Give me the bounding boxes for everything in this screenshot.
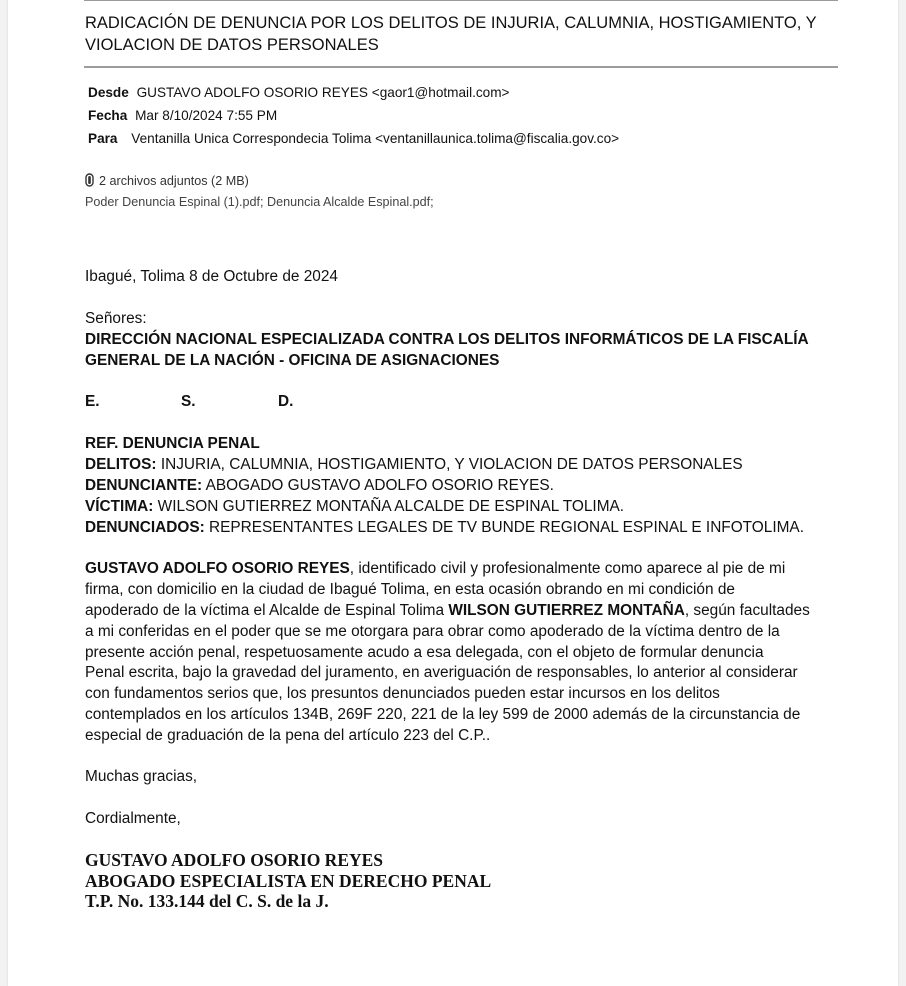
- victima-row: [85, 496, 855, 517]
- paragraph-line: presente acción penal, respetuosamente acudo a esa delegada, con el objeto de formular denuncia: [85, 643, 764, 661]
- signature-title: ABOGADO ESPECIALISTA EN DERECHO PENAL: [85, 870, 492, 891]
- signature-block: [85, 850, 491, 912]
- to-row: [88, 127, 619, 150]
- signature-name: GUSTAVO ADOLFO OSORIO REYES: [85, 850, 384, 870]
- victim-name-inline: WILSON GUTIERREZ MONTAÑA: [448, 601, 685, 619]
- attachments-summary: 2 archivos adjuntos (2 MB): [99, 174, 249, 188]
- denunciados-row: [85, 517, 855, 538]
- thanks: Muchas gracias,: [85, 768, 198, 785]
- paragraph-text: apoderado de la víctima el Alcalde de Espinal Tolima: [85, 601, 449, 619]
- subject-divider: [84, 66, 838, 68]
- victima-label: VÍCTIMA:: [85, 498, 154, 515]
- paragraph-line: con fundamentos serios que, los presuntos denunciados pueden estar incursos en los delitos: [85, 685, 720, 703]
- denunciados-label: DENUNCIADOS:: [85, 519, 205, 536]
- esd-s: S.: [181, 393, 196, 410]
- document-page: [8, 0, 898, 986]
- signature-license: T.P. No. 133.144 del C. S. de la J.: [85, 891, 329, 911]
- from-value[interactable]: GUSTAVO ADOLFO OSORIO REYES <gaor1@hotmail.com>: [136, 85, 510, 100]
- delitos-label: DELITOS:: [85, 456, 157, 473]
- email-subject: [85, 12, 845, 56]
- recipient-line-2: GENERAL DE LA NACIÓN - OFICINA DE ASIGNACIONES: [85, 352, 500, 369]
- denunciados-value: REPRESENTANTES LEGALES DE TV BUNDE REGIONAL ESPINAL E INFOTOLIMA.: [204, 519, 804, 536]
- denunciante-value: ABOGADO GUSTAVO ADOLFO OSORIO REYES.: [202, 477, 554, 494]
- date-value: Mar 8/10/2024 7:55 PM: [135, 108, 278, 123]
- body-paragraph: [85, 559, 845, 747]
- attachments: [85, 171, 434, 213]
- reference: REF. DENUNCIA PENAL: [85, 435, 260, 452]
- esd-d: D.: [278, 393, 294, 410]
- delitos-value: INJURIA, CALUMNIA, HOSTIGAMIENTO, Y VIOLACION DE DATOS PERSONALES: [156, 456, 743, 473]
- paragraph-text: , identificado civil y profesionalmente como aparece al pie de mi: [349, 560, 786, 577]
- paragraph-text: , según facultades: [684, 601, 810, 619]
- delitos-row: [85, 454, 855, 475]
- to-value[interactable]: Ventanilla Unica Correspondecia Tolima <ventanillaunica.tolima@fiscalia.gov.co>: [131, 131, 620, 146]
- denunciante-label: DENUNCIANTE:: [85, 477, 203, 494]
- closing: Cordialmente,: [85, 810, 181, 827]
- paragraph-line: a mi conferidas en el poder que se me otorgara para obrar como apoderado de la víctima dentro de la: [85, 622, 780, 640]
- paragraph-line: contemplados en los artículos 134B, 269F 220, 221 de la ley 599 de 2000 además de la circunstancia de: [85, 706, 801, 724]
- paragraph-line: especial de graduación de la pena del artículo 223 del C.P..: [85, 727, 491, 745]
- paragraph-line: firma, con domicilio en la ciudad de Ibagué Tolima, en esta ocasión obrando en mi condición de: [85, 580, 735, 598]
- esd-e: E.: [85, 393, 100, 410]
- paragraph-line: Penal escrita, bajo la gravedad del juramento, en averiguación de responsables, lo anterior al considerar: [85, 664, 798, 682]
- author-name-inline: GUSTAVO ADOLFO OSORIO REYES: [85, 560, 350, 577]
- paragraph-line: [85, 559, 845, 580]
- recipient-line-1: DIRECCIÓN NACIONAL ESPECIALIZADA CONTRA LOS DELITOS INFORMÁTICOS DE LA FISCALÍA: [85, 331, 809, 348]
- attachments-summary-row[interactable]: [85, 171, 434, 192]
- email-header: [88, 81, 619, 150]
- subject-line-1: RADICACIÓN DE DENUNCIA POR LOS DELITOS DE INJURIA, CALUMNIA, HOSTIGAMIENTO, Y: [85, 14, 817, 32]
- date-row: [88, 104, 619, 127]
- attachment-files[interactable]: Poder Denuncia Espinal (1).pdf; Denuncia Alcalde Espinal.pdf;: [85, 195, 434, 209]
- top-divider: [84, 0, 838, 1]
- victima-value: WILSON GUTIERREZ MONTAÑA ALCALDE DE ESPINAL TOLIMA.: [153, 498, 625, 515]
- place-date: Ibagué, Tolima 8 de Octubre de 2024: [85, 268, 338, 285]
- to-label: Para: [88, 131, 118, 146]
- paragraph-line: [85, 601, 845, 622]
- salutation: Señores:: [85, 310, 147, 327]
- from-row: [88, 81, 619, 104]
- paperclip-icon: [85, 173, 94, 194]
- subject-line-2: VIOLACION DE DATOS PERSONALES: [85, 36, 379, 54]
- denunciante-row: [85, 475, 855, 496]
- date-label: Fecha: [88, 108, 128, 123]
- from-label: Desde: [88, 85, 129, 100]
